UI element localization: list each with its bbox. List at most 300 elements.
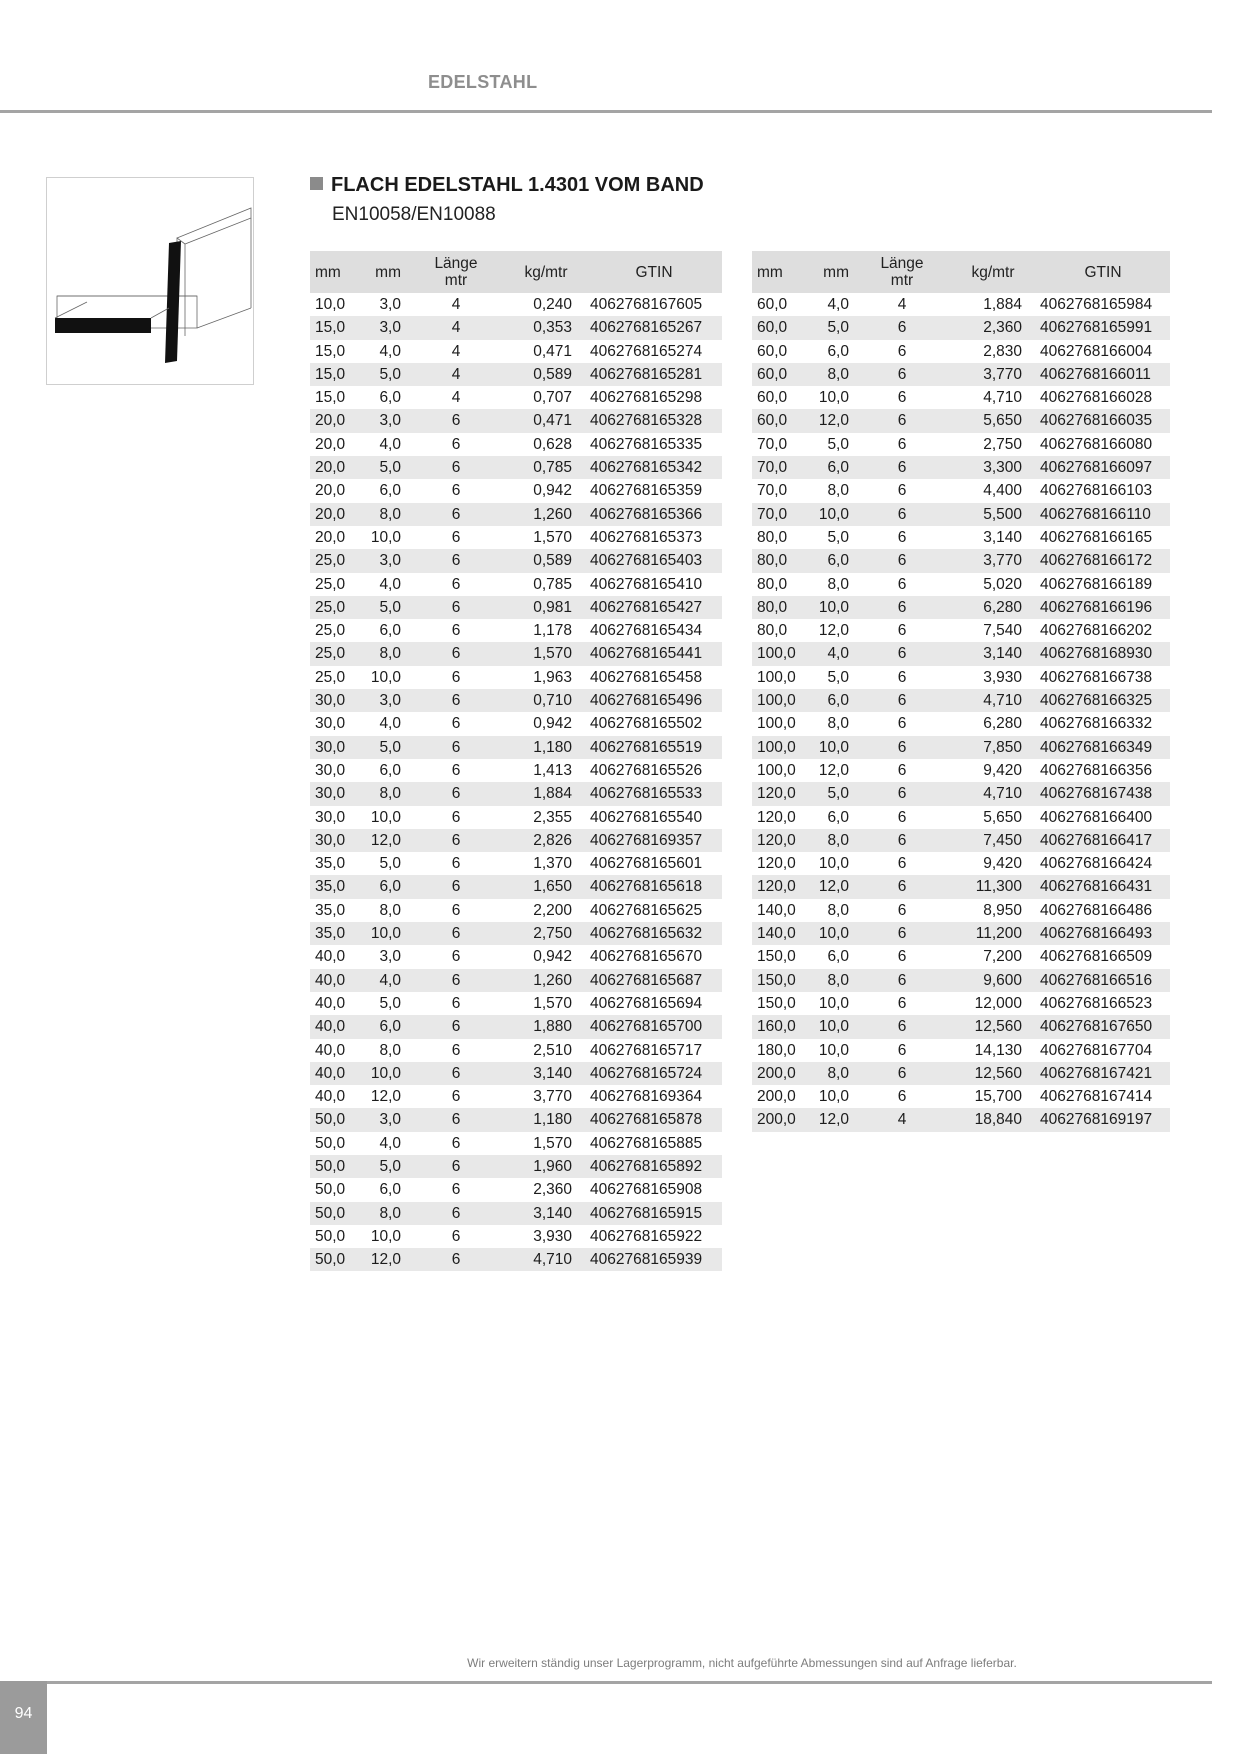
cell-gtin: 4062768169364: [590, 1088, 703, 1106]
table-row: [752, 806, 1170, 829]
cell-weight: 4,710: [950, 782, 1036, 805]
cell-length: 6: [854, 969, 950, 992]
col-header-thickness: mm: [802, 251, 854, 293]
cell-thickness: 5,0: [356, 456, 406, 479]
col-header-length: Länge mtr: [854, 251, 950, 293]
cell-thickness: 10,0: [802, 596, 854, 619]
cell-thickness: 10,0: [370, 1227, 401, 1245]
cell-gtin: 4062768165502: [590, 715, 703, 733]
cell-gtin: 4062768165908: [590, 1181, 703, 1199]
cell-thickness: 6,0: [802, 456, 854, 479]
cell-width: 35,0: [310, 922, 356, 945]
cell-gtin: 4062768165878: [586, 1108, 722, 1131]
cell-thickness: 8,0: [356, 642, 406, 665]
cell-weight: 1,260: [506, 503, 586, 526]
cell-gtin: 4062768166172: [1036, 549, 1170, 572]
cell-thickness: 8,0: [802, 969, 854, 992]
cell-width: 160,0: [752, 1015, 802, 1038]
cell-width: 120,0: [757, 855, 796, 873]
cell-length: 6: [897, 575, 907, 593]
product-subtitle: EN10058/EN10088: [332, 204, 496, 225]
table-row: [752, 340, 1170, 363]
cell-length: 6: [854, 875, 950, 898]
page-number: 94: [0, 1681, 47, 1754]
cell-weight: 6,280: [950, 596, 1036, 619]
cell-weight: 3,770: [533, 1088, 572, 1106]
table-row: [310, 1132, 722, 1155]
cell-thickness: 8,0: [356, 1202, 406, 1225]
cell-weight: 3,300: [950, 456, 1036, 479]
table-row: [310, 549, 722, 572]
cell-thickness: 6,0: [379, 622, 401, 640]
cell-gtin: 4062768167438: [1036, 782, 1170, 805]
cell-weight: 4,710: [983, 389, 1022, 407]
cell-weight: 3,930: [983, 668, 1022, 686]
table-row: [310, 712, 722, 735]
cell-weight: 1,180: [506, 1108, 586, 1131]
cell-gtin: 4062768167421: [1036, 1062, 1170, 1085]
cell-length: 6: [406, 1202, 506, 1225]
cell-weight: 3,770: [950, 549, 1036, 572]
cell-length: 6: [451, 855, 461, 873]
cell-thickness: 6,0: [802, 549, 854, 572]
cell-thickness: 6,0: [827, 948, 849, 966]
table-row: [310, 992, 722, 1015]
table-row: [752, 479, 1170, 502]
cell-length: 6: [451, 715, 461, 733]
cell-length: 6: [406, 456, 506, 479]
cell-thickness: 5,0: [356, 1155, 406, 1178]
cell-length: 6: [451, 622, 461, 640]
cell-thickness: 8,0: [827, 715, 849, 733]
cell-gtin: 4062768167704: [1040, 1041, 1153, 1059]
cell-width: 100,0: [752, 642, 802, 665]
cell-width: 80,0: [752, 549, 802, 572]
cell-gtin: 4062768165526: [590, 761, 703, 779]
table-row: [752, 596, 1170, 619]
cell-thickness: 6,0: [827, 808, 849, 826]
cell-length: 6: [854, 503, 950, 526]
cell-weight: 1,884: [983, 296, 1022, 313]
cell-thickness: 4,0: [356, 969, 406, 992]
cell-length: 6: [897, 901, 907, 919]
cell-gtin: 4062768165533: [586, 782, 722, 805]
cell-width: 35,0: [310, 875, 356, 898]
cell-gtin: 4062768165939: [586, 1248, 722, 1271]
table-row: [310, 503, 722, 526]
cell-weight: 5,650: [983, 808, 1022, 826]
cell-thickness: 4,0: [379, 435, 401, 453]
col-header-gtin: GTIN: [1036, 251, 1170, 293]
cell-length: 6: [897, 342, 907, 360]
cell-weight: 3,770: [950, 363, 1036, 386]
cell-length: 6: [451, 1134, 461, 1152]
cell-width: 25,0: [315, 668, 346, 686]
cell-gtin: 4062768166202: [1040, 622, 1153, 640]
cell-thickness: 4,0: [379, 342, 401, 360]
cell-thickness: 4,0: [379, 575, 401, 593]
cell-weight: 0,471: [506, 409, 586, 432]
table-row: [310, 689, 722, 712]
cell-length: 6: [854, 1015, 950, 1038]
table-row: [310, 736, 722, 759]
product-heading: [310, 174, 704, 197]
table-row: [752, 573, 1170, 596]
cell-length: 6: [451, 575, 461, 593]
cell-thickness: 8,0: [802, 363, 854, 386]
table-row: [752, 992, 1170, 1015]
cell-gtin: 4062768165540: [590, 808, 703, 826]
cell-width: 40,0: [310, 1062, 356, 1085]
table-row: [310, 340, 722, 363]
cell-thickness: 4,0: [379, 715, 401, 733]
cell-length: 6: [897, 715, 907, 733]
cell-thickness: 6,0: [379, 389, 401, 407]
table-row: [310, 666, 722, 689]
cell-weight: 0,353: [506, 316, 586, 339]
table-row: [752, 759, 1170, 782]
cell-width: 60,0: [752, 363, 802, 386]
cell-weight: 2,510: [533, 1041, 572, 1059]
cell-thickness: 8,0: [827, 901, 849, 919]
cell-length: 6: [451, 994, 461, 1012]
heading-bullet: [310, 177, 323, 190]
table-row: [310, 1015, 722, 1038]
cell-weight: 2,360: [950, 316, 1036, 339]
cell-length: 4: [897, 296, 907, 313]
cell-thickness: 10,0: [356, 922, 406, 945]
cell-width: 200,0: [757, 1088, 796, 1106]
cell-weight: 0,785: [506, 456, 586, 479]
table-row: [752, 689, 1170, 712]
cell-width: 40,0: [315, 1088, 346, 1106]
cell-gtin: 4062768166523: [1040, 994, 1153, 1012]
cell-width: 150,0: [752, 969, 802, 992]
cell-length: 6: [451, 482, 461, 500]
cell-width: 50,0: [310, 1248, 356, 1271]
cell-weight: 1,570: [533, 1134, 572, 1152]
cell-thickness: 6,0: [356, 1015, 406, 1038]
cell-length: 6: [897, 994, 907, 1012]
cell-weight: 2,830: [983, 342, 1022, 360]
cell-width: 30,0: [315, 761, 346, 779]
table-row: [752, 619, 1170, 642]
table-row: [752, 316, 1170, 339]
cell-gtin: 4062768165670: [590, 948, 703, 966]
flat-bar-profile-icon: [47, 178, 253, 384]
cell-thickness: 5,0: [356, 363, 406, 386]
cell-weight: 0,707: [533, 389, 572, 407]
cell-width: 30,0: [310, 782, 356, 805]
cell-gtin: 4062768165519: [586, 736, 722, 759]
table-header-row: [310, 251, 722, 293]
cell-width: 20,0: [310, 503, 356, 526]
cell-gtin: 4062768165618: [586, 875, 722, 898]
table-row: [310, 1225, 722, 1248]
cell-width: 100,0: [752, 689, 802, 712]
cell-weight: 1,260: [506, 969, 586, 992]
table-row: [310, 456, 722, 479]
cell-thickness: 12,0: [802, 409, 854, 432]
cell-width: 50,0: [310, 1155, 356, 1178]
cell-weight: 15,700: [974, 1088, 1022, 1106]
cell-gtin: 4062768165625: [590, 901, 703, 919]
cell-weight: 0,981: [506, 596, 586, 619]
product-image: [46, 177, 254, 385]
cell-weight: 1,884: [506, 782, 586, 805]
cell-length: 6: [406, 409, 506, 432]
table-row: [752, 712, 1170, 735]
cell-thickness: 12,0: [370, 1088, 401, 1106]
cell-thickness: 10,0: [370, 668, 401, 686]
cell-gtin: 4062768165717: [590, 1041, 703, 1059]
cell-weight: 7,850: [950, 736, 1036, 759]
cell-length: 6: [406, 1155, 506, 1178]
cell-length: 6: [897, 808, 907, 826]
col-header-width: mm: [752, 251, 802, 293]
cell-width: 20,0: [310, 456, 356, 479]
cell-thickness: 12,0: [356, 829, 406, 852]
cell-weight: 2,360: [533, 1181, 572, 1199]
cell-width: 140,0: [757, 901, 796, 919]
col-header-weight: kg/mtr: [950, 251, 1036, 293]
cell-gtin: 4062768165441: [586, 642, 722, 665]
table-row: [752, 642, 1170, 665]
cell-length: 6: [854, 642, 950, 665]
table-row: [310, 619, 722, 642]
cell-width: 20,0: [315, 435, 346, 453]
cell-thickness: 12,0: [802, 1108, 854, 1131]
cell-weight: 7,450: [950, 829, 1036, 852]
cell-thickness: 8,0: [802, 1062, 854, 1085]
cell-gtin: 4062768166035: [1036, 409, 1170, 432]
table-row: [752, 363, 1170, 386]
cell-length: 6: [451, 1088, 461, 1106]
cell-thickness: 10,0: [818, 994, 849, 1012]
cell-weight: 1,178: [533, 622, 572, 640]
table-row: [310, 1108, 722, 1131]
cell-weight: 2,750: [983, 435, 1022, 453]
cell-thickness: 5,0: [802, 782, 854, 805]
cell-gtin: 4062768165373: [590, 528, 703, 546]
cell-weight: 0,589: [506, 363, 586, 386]
cell-width: 40,0: [310, 969, 356, 992]
cell-length: 6: [406, 642, 506, 665]
cell-gtin: 4062768165984: [1040, 296, 1153, 313]
cell-thickness: 3,0: [356, 549, 406, 572]
cell-gtin: 4062768166516: [1036, 969, 1170, 992]
cell-width: 15,0: [315, 389, 346, 407]
cell-gtin: 4062768166493: [1036, 922, 1170, 945]
cell-width: 25,0: [315, 575, 346, 593]
cell-length: 6: [854, 922, 950, 945]
cell-thickness: 8,0: [379, 901, 401, 919]
cell-width: 80,0: [757, 575, 788, 593]
table-row: [752, 1062, 1170, 1085]
cell-gtin: 4062768165298: [590, 389, 703, 407]
cell-width: 100,0: [752, 736, 802, 759]
cell-width: 15,0: [310, 363, 356, 386]
cell-width: 100,0: [757, 668, 796, 686]
cell-width: 30,0: [315, 808, 346, 826]
cell-thickness: 4,0: [379, 1134, 401, 1152]
cell-weight: 0,710: [506, 689, 586, 712]
cell-gtin: 4062768165724: [586, 1062, 722, 1085]
cell-gtin: 4062768165335: [590, 435, 703, 453]
cell-length: 6: [406, 1248, 506, 1271]
cell-width: 40,0: [315, 948, 346, 966]
cell-weight: 7,200: [983, 948, 1022, 966]
cell-weight: 4,710: [950, 689, 1036, 712]
cell-thickness: 10,0: [802, 503, 854, 526]
table-row: [752, 1108, 1170, 1131]
cell-weight: 8,950: [983, 901, 1022, 919]
cell-weight: 5,500: [950, 503, 1036, 526]
cell-width: 50,0: [315, 1181, 346, 1199]
cell-length: 4: [406, 316, 506, 339]
cell-gtin: 4062768166004: [1040, 342, 1153, 360]
cell-gtin: 4062768166332: [1040, 715, 1153, 733]
cell-width: 30,0: [310, 829, 356, 852]
cell-thickness: 3,0: [379, 948, 401, 966]
cell-weight: 9,420: [983, 855, 1022, 873]
table-row: [752, 549, 1170, 572]
cell-length: 6: [854, 1062, 950, 1085]
cell-gtin: 4062768165427: [586, 596, 722, 619]
cell-length: 6: [406, 1015, 506, 1038]
cell-length: 6: [451, 761, 461, 779]
cell-length: 4: [451, 342, 461, 360]
col-header-thickness: mm: [356, 251, 406, 293]
cell-thickness: 6,0: [802, 689, 854, 712]
cell-gtin: 4062768166189: [1040, 575, 1153, 593]
spec-table-left: [310, 251, 722, 1271]
cell-width: 120,0: [752, 875, 802, 898]
cell-weight: 9,420: [983, 761, 1022, 779]
cell-thickness: 5,0: [827, 435, 849, 453]
table-row: [310, 875, 722, 898]
cell-length: 6: [406, 969, 506, 992]
col-header-length: Länge mtr: [406, 251, 506, 293]
cell-weight: 11,300: [950, 875, 1036, 898]
cell-width: 80,0: [757, 622, 788, 640]
cell-thickness: 10,0: [818, 1041, 849, 1059]
cell-thickness: 8,0: [802, 829, 854, 852]
cell-thickness: 6,0: [379, 761, 401, 779]
cell-width: 35,0: [315, 901, 346, 919]
cell-weight: 2,200: [533, 901, 572, 919]
cell-thickness: 5,0: [379, 855, 401, 873]
cell-weight: 14,130: [974, 1041, 1022, 1059]
cell-gtin: 4062768165359: [590, 482, 703, 500]
cell-length: 6: [406, 736, 506, 759]
table-row: [310, 782, 722, 805]
cell-thickness: 6,0: [379, 1181, 401, 1199]
cell-length: 6: [854, 409, 950, 432]
cell-width: 20,0: [310, 409, 356, 432]
table-row: [310, 526, 722, 549]
table-row: [310, 852, 722, 875]
cell-width: 180,0: [757, 1041, 796, 1059]
cell-weight: 1,650: [506, 875, 586, 898]
cell-width: 60,0: [757, 296, 788, 313]
table-row: [310, 293, 722, 316]
table-row: [752, 409, 1170, 432]
cell-weight: 2,750: [506, 922, 586, 945]
cell-length: 6: [451, 808, 461, 826]
col-header-width: mm: [310, 251, 356, 293]
cell-thickness: 8,0: [356, 782, 406, 805]
cell-width: 120,0: [752, 782, 802, 805]
cell-weight: 7,540: [983, 622, 1022, 640]
table-row: [752, 386, 1170, 409]
cell-gtin: 4062768166400: [1040, 808, 1153, 826]
cell-gtin: 4062768166080: [1040, 435, 1153, 453]
cell-length: 6: [897, 435, 907, 453]
cell-length: 6: [897, 855, 907, 873]
cell-length: 6: [897, 668, 907, 686]
cell-weight: 1,413: [533, 761, 572, 779]
footer-note: Wir erweitern ständig unser Lagerprogramm, nicht aufgeführte Abmessungen sind auf Anfrage lieferbar.: [467, 1656, 1017, 1670]
cell-gtin: 4062768166028: [1040, 389, 1153, 407]
table-row: [752, 829, 1170, 852]
cell-width: 40,0: [315, 1041, 346, 1059]
cell-width: 30,0: [315, 715, 346, 733]
cell-weight: 0,628: [533, 435, 572, 453]
cell-thickness: 10,0: [818, 1088, 849, 1106]
cell-length: 6: [451, 1041, 461, 1059]
table-row: [310, 829, 722, 852]
cell-gtin: 4062768167414: [1040, 1088, 1153, 1106]
cell-thickness: 5,0: [356, 736, 406, 759]
table-row: [752, 503, 1170, 526]
cell-gtin: 4062768165885: [590, 1134, 703, 1152]
cell-width: 70,0: [757, 435, 788, 453]
cell-width: 100,0: [757, 761, 796, 779]
table-row: [310, 759, 722, 782]
table-row: [752, 736, 1170, 759]
table-row: [310, 922, 722, 945]
cell-thickness: 3,0: [379, 296, 401, 313]
cell-weight: 3,140: [506, 1062, 586, 1085]
cell-length: 6: [854, 316, 950, 339]
cell-width: 80,0: [757, 528, 788, 546]
cell-width: 50,0: [310, 1108, 356, 1131]
table-row: [752, 922, 1170, 945]
cell-weight: 3,140: [983, 528, 1022, 546]
cell-gtin: 4062768165687: [586, 969, 722, 992]
cell-length: 6: [406, 503, 506, 526]
cell-length: 6: [854, 363, 950, 386]
cell-thickness: 5,0: [356, 596, 406, 619]
header-divider: [0, 110, 1212, 113]
cell-weight: 6,280: [983, 715, 1022, 733]
cell-thickness: 5,0: [379, 994, 401, 1012]
cell-length: 6: [451, 948, 461, 966]
cell-length: 4: [406, 363, 506, 386]
table-row: [752, 852, 1170, 875]
table-row: [310, 1202, 722, 1225]
cell-weight: 5,650: [950, 409, 1036, 432]
cell-width: 15,0: [310, 316, 356, 339]
cell-weight: 0,589: [506, 549, 586, 572]
table-row: [752, 899, 1170, 922]
cell-length: 6: [854, 736, 950, 759]
cell-width: 40,0: [315, 994, 346, 1012]
cell-weight: 12,560: [950, 1015, 1036, 1038]
table-row: [310, 1155, 722, 1178]
cell-width: 200,0: [752, 1108, 802, 1131]
